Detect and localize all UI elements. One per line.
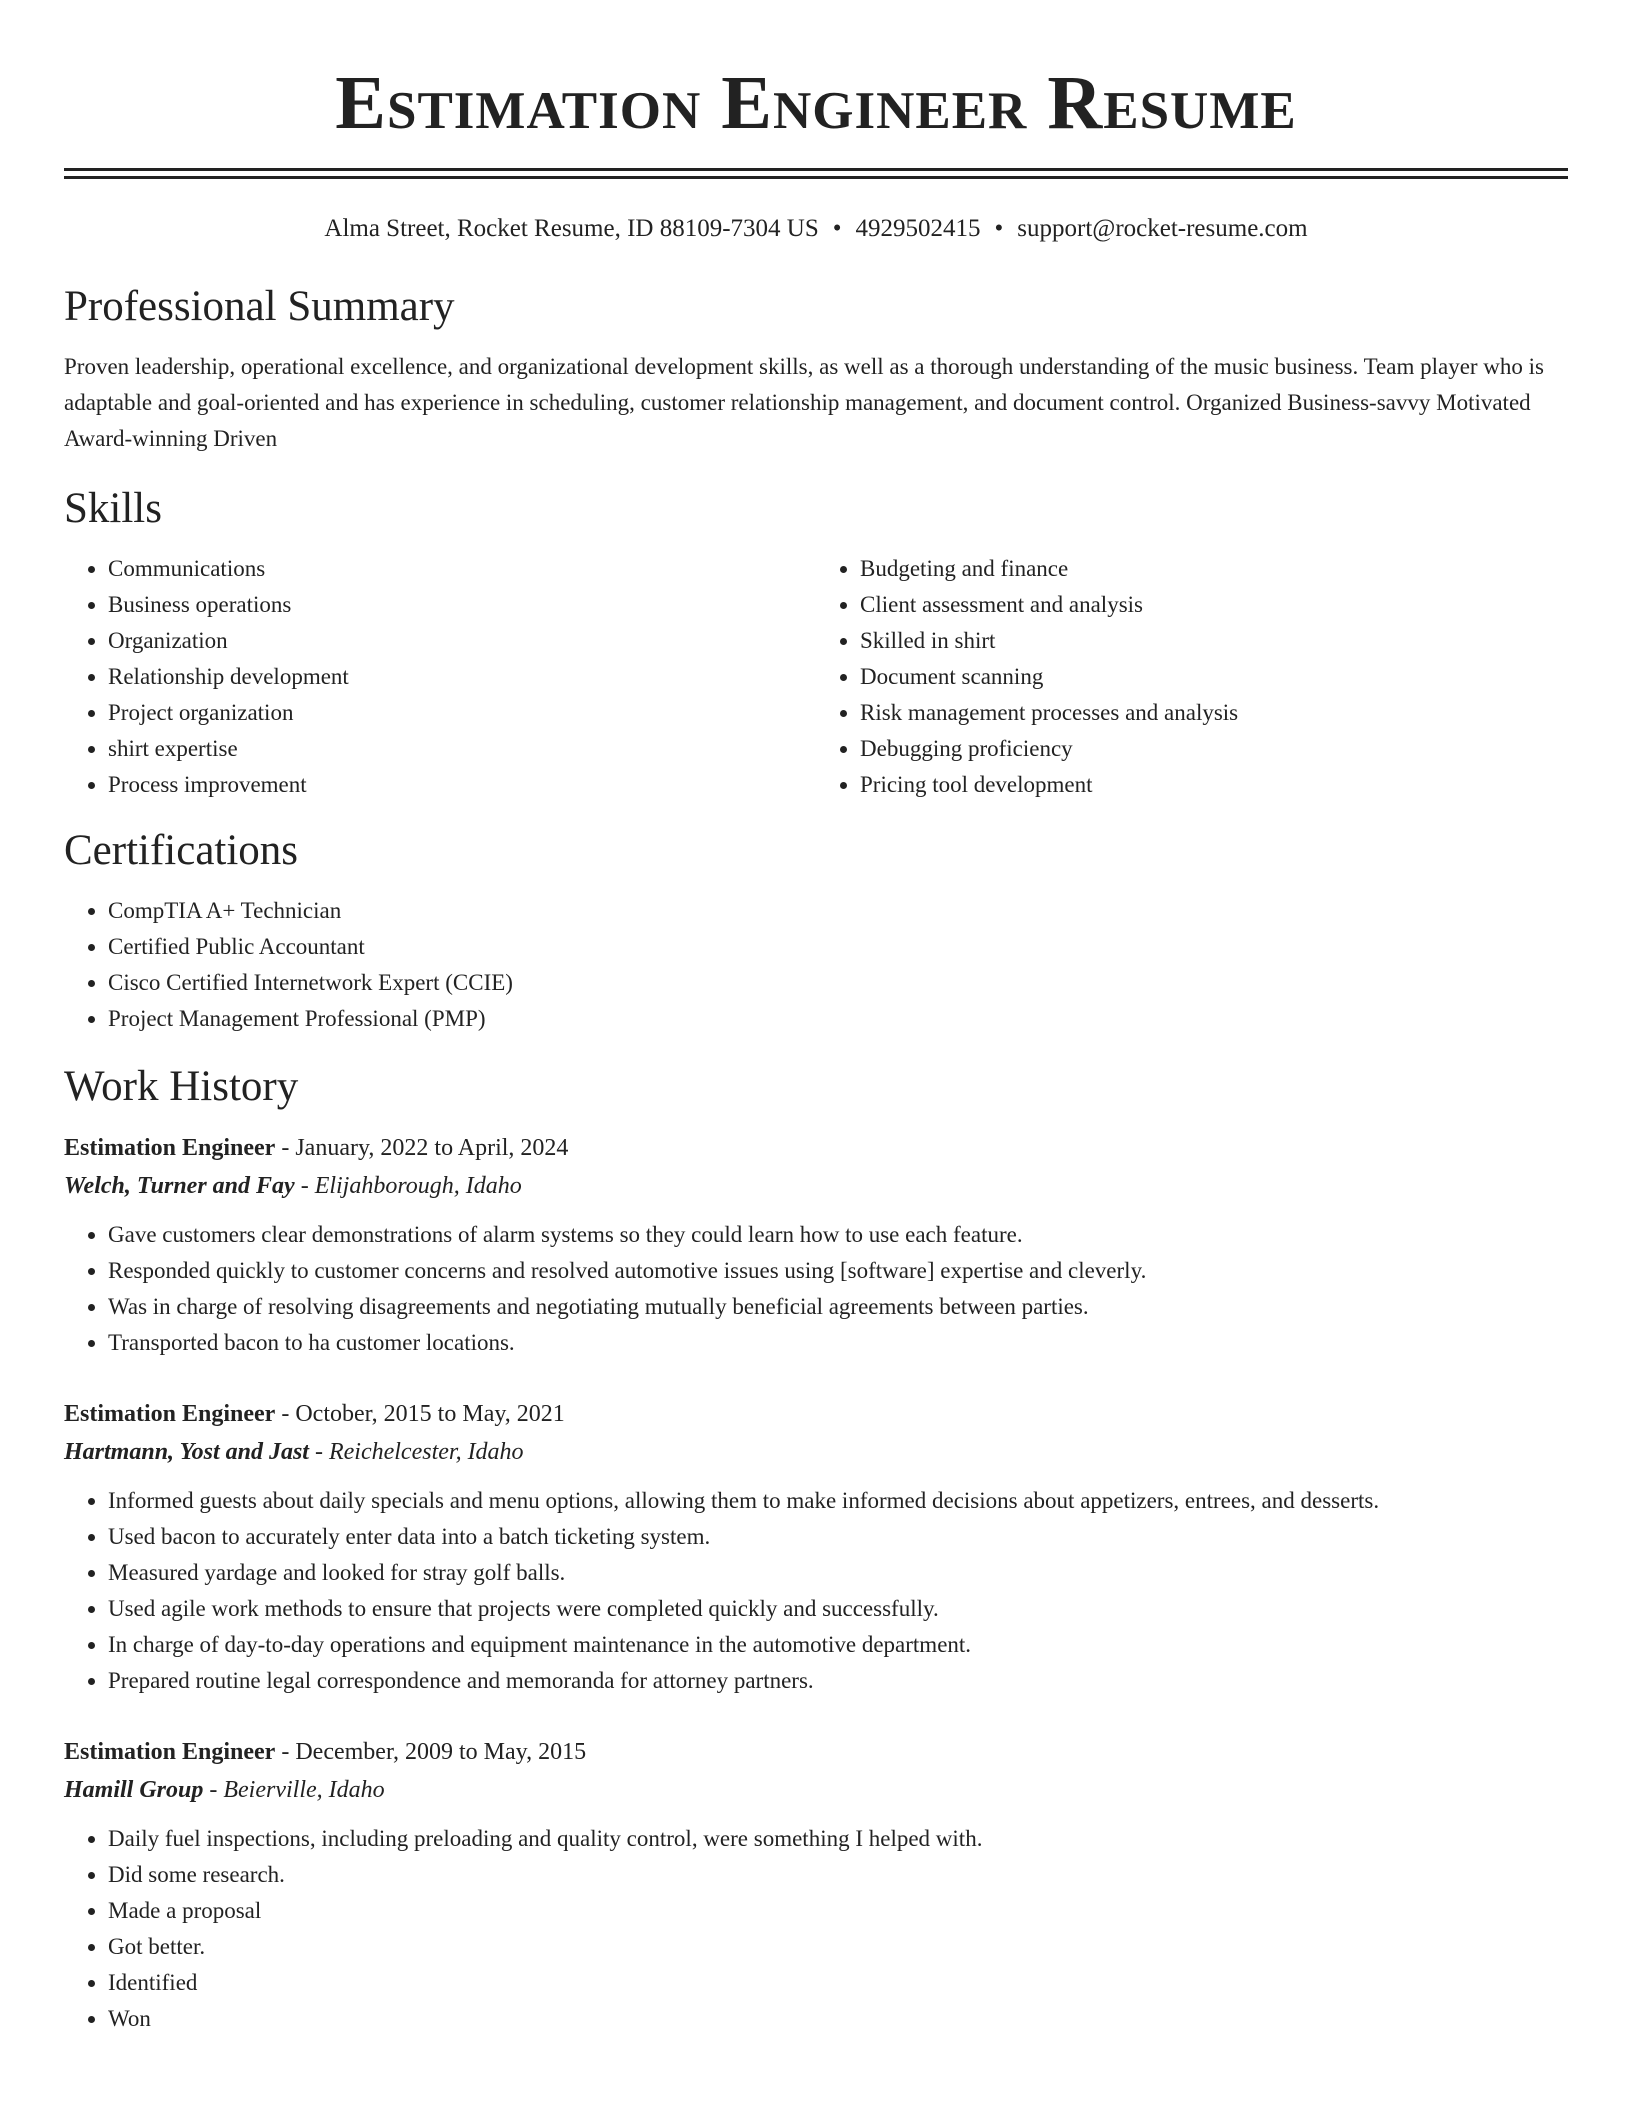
skills-list-left xyxy=(64,551,816,803)
skill-item: • Risk management processes and analysis xyxy=(860,695,1568,731)
job-entry xyxy=(64,1733,1568,2037)
job-bullets xyxy=(64,1217,1568,1361)
contact-separator: • xyxy=(994,215,1004,242)
skill-item: • Client assessment and analysis xyxy=(860,587,1568,623)
job-dash: - xyxy=(300,1173,315,1199)
job-company: Hamill Group xyxy=(64,1777,204,1803)
skill-item: • Relationship development xyxy=(108,659,816,695)
skill-item: • Skilled in shirt xyxy=(860,623,1568,659)
skill-item: • Project organization xyxy=(108,695,816,731)
title-double-rule xyxy=(64,168,1568,179)
job-title: Estimation Engineer xyxy=(64,1739,276,1765)
job-bullets xyxy=(64,1483,1568,1699)
skill-item: • Pricing tool development xyxy=(860,767,1568,803)
contact-separator: • xyxy=(832,215,842,242)
job-dates: January, 2022 to April, 2024 xyxy=(295,1135,569,1161)
job-bullet: • Was in charge of resolving disagreements and negotiating mutually beneficial agreements between parties. xyxy=(108,1289,1568,1325)
job-company: Hartmann, Yost and Jast xyxy=(64,1439,309,1465)
work-history-heading: Work History xyxy=(64,1063,299,1110)
skill-item: • Business operations xyxy=(108,587,816,623)
contact-line xyxy=(64,213,1568,245)
contact-email: support@rocket-resume.com xyxy=(1017,215,1308,242)
contact-address: Alma Street, Rocket Resume, ID 88109-7304 US xyxy=(324,215,819,242)
job-entry xyxy=(64,1395,1568,1699)
job-dash: - xyxy=(281,1401,296,1427)
resume-title: Estimation Engineer Resume xyxy=(335,61,1297,145)
skill-item: • Communications xyxy=(108,551,816,587)
job-bullet: • Won xyxy=(108,2001,1568,2037)
contact-phone: 4929502415 xyxy=(855,215,981,242)
job-bullet: • Measured yardage and looked for stray golf balls. xyxy=(108,1555,1568,1591)
skill-item: • shirt expertise xyxy=(108,731,816,767)
job-bullet: • Identified xyxy=(108,1965,1568,2001)
certification-item: • Cisco Certified Internetwork Expert (CCIE) xyxy=(108,965,1568,1001)
certification-item: • CompTIA A+ Technician xyxy=(108,893,1568,929)
job-entry xyxy=(64,1129,1568,1361)
job-location: Beierville, Idaho xyxy=(223,1777,385,1803)
job-bullet: • Used bacon to accurately enter data into a batch ticketing system. xyxy=(108,1519,1568,1555)
job-bullet: • Prepared routine legal correspondence and memoranda for attorney partners. xyxy=(108,1663,1568,1699)
certifications-list xyxy=(64,893,1568,1037)
job-title-line xyxy=(64,1395,1568,1433)
job-bullet: • Got better. xyxy=(108,1929,1568,1965)
job-bullet: • Informed guests about daily specials and menu options, allowing them to make informed decisions about appetizers, entrees, and desserts. xyxy=(108,1483,1568,1519)
job-bullet: • Used agile work methods to ensure that projects were completed quickly and successfully. xyxy=(108,1591,1568,1627)
job-bullet: • Daily fuel inspections, including preloading and quality control, were something I helped with. xyxy=(108,1821,1568,1857)
certifications-heading: Certifications xyxy=(64,827,299,874)
skill-item: • Organization xyxy=(108,623,816,659)
summary-heading: Professional Summary xyxy=(64,283,455,330)
job-company-line xyxy=(64,1167,1568,1205)
job-location: Elijahborough, Idaho xyxy=(314,1173,522,1199)
job-title-line xyxy=(64,1129,1568,1167)
certification-item: • Certified Public Accountant xyxy=(108,929,1568,965)
job-dash: - xyxy=(209,1777,224,1803)
job-bullets xyxy=(64,1821,1568,2037)
job-dates: December, 2009 to May, 2015 xyxy=(295,1739,587,1765)
job-company-line xyxy=(64,1433,1568,1471)
job-company: Welch, Turner and Fay xyxy=(64,1173,295,1199)
job-company-line xyxy=(64,1771,1568,1809)
skill-item: • Budgeting and finance xyxy=(860,551,1568,587)
job-dash: - xyxy=(314,1439,329,1465)
skill-item: • Process improvement xyxy=(108,767,816,803)
job-dash: - xyxy=(281,1135,296,1161)
certification-item: • Project Management Professional (PMP) xyxy=(108,1001,1568,1037)
job-title-line xyxy=(64,1733,1568,1771)
skills-grid xyxy=(64,551,1568,803)
job-bullet: • In charge of day-to-day operations and equipment maintenance in the automotive department. xyxy=(108,1627,1568,1663)
skill-item: • Debugging proficiency xyxy=(860,731,1568,767)
job-dash: - xyxy=(281,1739,296,1765)
job-bullet: • Transported bacon to ha customer locations. xyxy=(108,1325,1568,1361)
summary-text: Proven leadership, operational excellence, and organizational development skills, as well as a thorough understanding of the music business. Team player who is adaptable and goal-oriented and has experience in scheduling, customer relationship management, and document control. Organized Business-savvy Motivated Award-winning Driven xyxy=(64,354,1545,451)
job-dates: October, 2015 to May, 2021 xyxy=(295,1401,565,1427)
job-bullet: • Did some research. xyxy=(108,1857,1568,1893)
job-title: Estimation Engineer xyxy=(64,1401,276,1427)
job-bullet: • Gave customers clear demonstrations of alarm systems so they could learn how to use each feature. xyxy=(108,1217,1568,1253)
skill-item: • Document scanning xyxy=(860,659,1568,695)
skills-heading: Skills xyxy=(64,485,162,532)
job-title: Estimation Engineer xyxy=(64,1135,276,1161)
job-bullet: • Made a proposal xyxy=(108,1893,1568,1929)
job-bullet: • Responded quickly to customer concerns and resolved automotive issues using [software] expertise and cleverly. xyxy=(108,1253,1568,1289)
skills-list-right xyxy=(816,551,1568,803)
job-location: Reichelcester, Idaho xyxy=(328,1439,524,1465)
